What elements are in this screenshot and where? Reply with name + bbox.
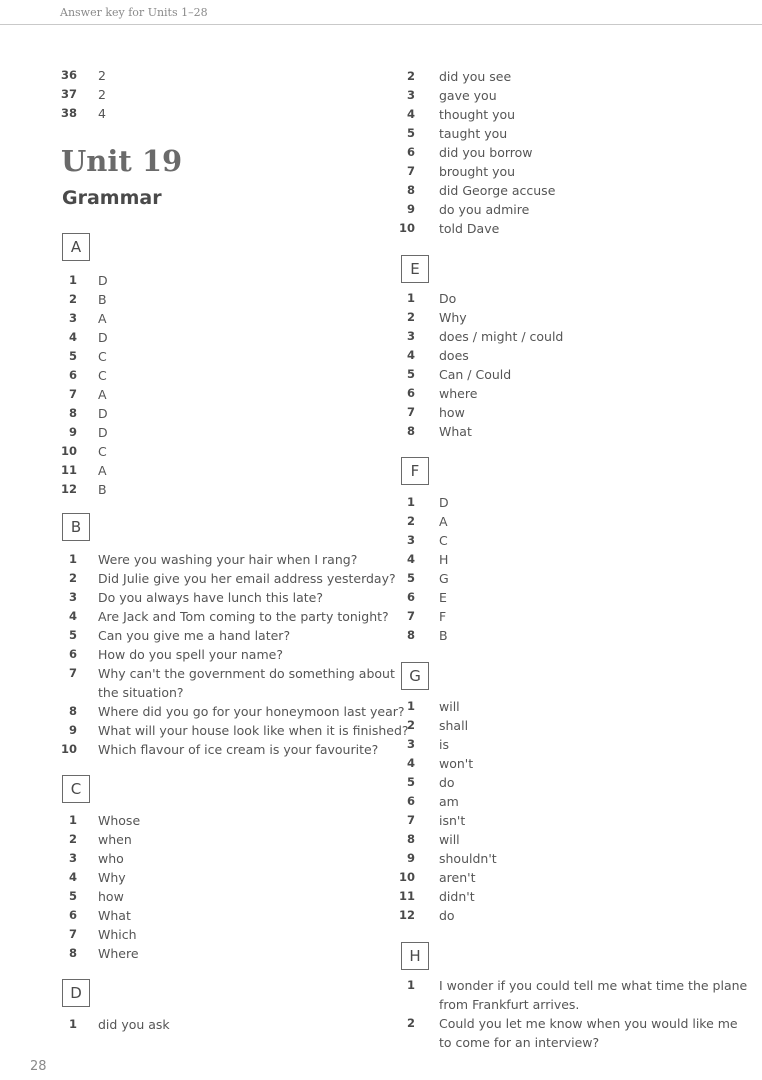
header-text: Answer key for Units 1–28	[60, 6, 208, 19]
item-answer: Where did you go for your honeymoon last year?	[98, 704, 405, 719]
item-number: 5	[68, 349, 77, 363]
item-number: 6	[68, 647, 77, 661]
item-number: 6	[406, 794, 415, 808]
item-answer: Which flavour of ice cream is your favourite?	[98, 742, 379, 757]
item-answer: gave you	[439, 88, 497, 103]
item-answer: did George accuse	[439, 183, 556, 198]
item-number: 1	[68, 1017, 77, 1031]
item-number: 6	[406, 145, 415, 159]
item-number: 2	[406, 1016, 415, 1030]
item-number: 3	[68, 851, 77, 865]
item-answer: to come for an interview?	[439, 1035, 600, 1050]
section-label-box: C	[62, 775, 90, 803]
item-number: 5	[406, 571, 415, 585]
item-number: 12	[60, 482, 77, 496]
item-answer: G	[439, 571, 449, 586]
item-answer: isn't	[439, 813, 466, 828]
item-number: 7	[406, 813, 415, 827]
item-number: 5	[406, 367, 415, 381]
item-answer: shouldn't	[439, 851, 497, 866]
page-header	[0, 0, 762, 25]
item-number: 6	[68, 368, 77, 382]
item-answer: did you ask	[98, 1017, 170, 1032]
item-answer: C	[98, 368, 107, 383]
item-answer: shall	[439, 718, 469, 733]
item-answer: Which	[98, 927, 137, 942]
item-answer: Are Jack and Tom coming to the party tonight?	[98, 609, 389, 624]
item-number: 8	[68, 406, 77, 420]
item-answer: brought you	[439, 164, 516, 179]
item-answer: does / might / could	[439, 329, 564, 344]
item-number: 4	[406, 756, 415, 770]
section-label-box: B	[62, 513, 90, 541]
item-number: 2	[68, 571, 77, 585]
item-number: 8	[406, 183, 415, 197]
item-answer: 4	[98, 106, 106, 121]
item-answer: Can / Could	[439, 367, 512, 382]
item-answer: Why can't the government do something about	[98, 666, 395, 681]
item-number: 4	[68, 330, 77, 344]
item-answer: will	[439, 832, 460, 847]
item-number: 10	[60, 742, 77, 756]
item-number: 6	[406, 386, 415, 400]
item-answer: aren't	[439, 870, 476, 885]
unit-title: Unit 19	[61, 144, 183, 178]
item-number: 4	[68, 609, 77, 623]
item-number: 8	[68, 704, 77, 718]
item-number: 3	[406, 88, 415, 102]
item-answer: taught you	[439, 126, 508, 141]
item-number: 2	[68, 292, 77, 306]
item-answer: D	[439, 495, 449, 510]
item-answer: how	[98, 889, 124, 904]
item-answer: is	[439, 737, 449, 752]
item-answer: B	[98, 482, 107, 497]
item-number: 1	[68, 813, 77, 827]
section-label-box: F	[401, 457, 429, 485]
item-answer: Were you washing your hair when I rang?	[98, 552, 358, 567]
grammar-title: Grammar	[62, 187, 162, 209]
item-number: 3	[406, 329, 415, 343]
item-number: 37	[60, 87, 77, 101]
item-number: 3	[406, 533, 415, 547]
section-label-box: A	[62, 233, 90, 261]
item-answer: C	[439, 533, 448, 548]
item-answer: D	[98, 406, 108, 421]
section-label-box: E	[401, 255, 429, 283]
item-number: 9	[406, 202, 415, 216]
item-number: 1	[406, 699, 415, 713]
item-answer: did you see	[439, 69, 512, 84]
item-number: 7	[406, 609, 415, 623]
item-number: 2	[406, 718, 415, 732]
item-answer: Why	[439, 310, 467, 325]
item-number: 1	[406, 291, 415, 305]
item-number: 7	[68, 387, 77, 401]
item-number: 8	[406, 832, 415, 846]
item-number: 1	[406, 978, 415, 992]
item-number: 6	[68, 908, 77, 922]
item-number: 10	[60, 444, 77, 458]
item-answer: Where	[98, 946, 139, 961]
item-number: 3	[406, 737, 415, 751]
item-answer: Did Julie give you her email address yesterday?	[98, 571, 396, 586]
item-answer: will	[439, 699, 460, 714]
item-number: 4	[406, 348, 415, 362]
item-answer: 2	[98, 68, 106, 83]
item-answer: am	[439, 794, 459, 809]
item-answer: does	[439, 348, 469, 363]
item-answer: told Dave	[439, 221, 500, 236]
item-number: 4	[68, 870, 77, 884]
item-answer: 2	[98, 87, 106, 102]
item-answer: B	[439, 628, 448, 643]
item-answer: What	[98, 908, 131, 923]
item-number: 36	[60, 68, 77, 82]
item-number: 11	[398, 889, 415, 903]
item-number: 5	[406, 775, 415, 789]
item-answer: the situation?	[98, 685, 184, 700]
item-number: 5	[68, 889, 77, 903]
item-number: 2	[406, 310, 415, 324]
item-number: 8	[406, 628, 415, 642]
item-answer: C	[98, 349, 107, 364]
item-answer: Whose	[98, 813, 141, 828]
item-answer: where	[439, 386, 478, 401]
item-answer: D	[98, 425, 108, 440]
item-answer: Can you give me a hand later?	[98, 628, 291, 643]
item-number: 2	[406, 69, 415, 83]
item-answer: how	[439, 405, 465, 420]
item-answer: do	[439, 908, 455, 923]
section-label-box: G	[401, 662, 429, 690]
item-answer: Why	[98, 870, 126, 885]
item-answer: A	[98, 387, 107, 402]
item-number: 4	[406, 107, 415, 121]
item-answer: D	[98, 330, 108, 345]
item-number: 10	[398, 221, 415, 235]
item-number: 3	[68, 590, 77, 604]
item-answer: who	[98, 851, 124, 866]
item-number: 4	[406, 552, 415, 566]
item-answer: did you borrow	[439, 145, 533, 160]
item-number: 3	[68, 311, 77, 325]
item-number: 10	[398, 870, 415, 884]
item-number: 8	[68, 946, 77, 960]
item-number: 2	[406, 514, 415, 528]
item-number: 9	[68, 425, 77, 439]
item-answer: B	[98, 292, 107, 307]
item-number: 11	[60, 463, 77, 477]
item-number: 1	[406, 495, 415, 509]
item-answer: from Frankfurt arrives.	[439, 997, 580, 1012]
item-answer: How do you spell your name?	[98, 647, 283, 662]
item-answer: D	[98, 273, 108, 288]
item-answer: A	[439, 514, 448, 529]
item-answer: E	[439, 590, 447, 605]
item-answer: H	[439, 552, 449, 567]
item-answer: Could you let me know when you would like me	[439, 1016, 738, 1031]
item-number: 5	[68, 628, 77, 642]
item-number: 2	[68, 832, 77, 846]
item-number: 7	[68, 927, 77, 941]
item-answer: C	[98, 444, 107, 459]
item-answer: won't	[439, 756, 474, 771]
item-number: 5	[406, 126, 415, 140]
item-answer: Do you always have lunch this late?	[98, 590, 323, 605]
item-answer: Do	[439, 291, 457, 306]
item-answer: What	[439, 424, 472, 439]
item-answer: do	[439, 775, 455, 790]
item-number: 12	[398, 908, 415, 922]
item-number: 7	[406, 405, 415, 419]
item-number: 38	[60, 106, 77, 120]
item-number: 6	[406, 590, 415, 604]
item-answer: F	[439, 609, 447, 624]
item-number: 8	[406, 424, 415, 438]
page-number: 28	[30, 1059, 47, 1074]
item-answer: thought you	[439, 107, 516, 122]
item-number: 1	[68, 273, 77, 287]
item-answer: What will your house look like when it is finished?	[98, 723, 409, 738]
item-answer: A	[98, 311, 107, 326]
item-number: 9	[406, 851, 415, 865]
item-number: 7	[68, 666, 77, 680]
item-answer: A	[98, 463, 107, 478]
item-number: 1	[68, 552, 77, 566]
item-number: 9	[68, 723, 77, 737]
item-answer: didn't	[439, 889, 475, 904]
section-label-box: D	[62, 979, 90, 1007]
item-answer: when	[98, 832, 132, 847]
item-answer: I wonder if you could tell me what time the plane	[439, 978, 748, 993]
item-number: 7	[406, 164, 415, 178]
item-answer: do you admire	[439, 202, 530, 217]
section-label-box: H	[401, 942, 429, 970]
